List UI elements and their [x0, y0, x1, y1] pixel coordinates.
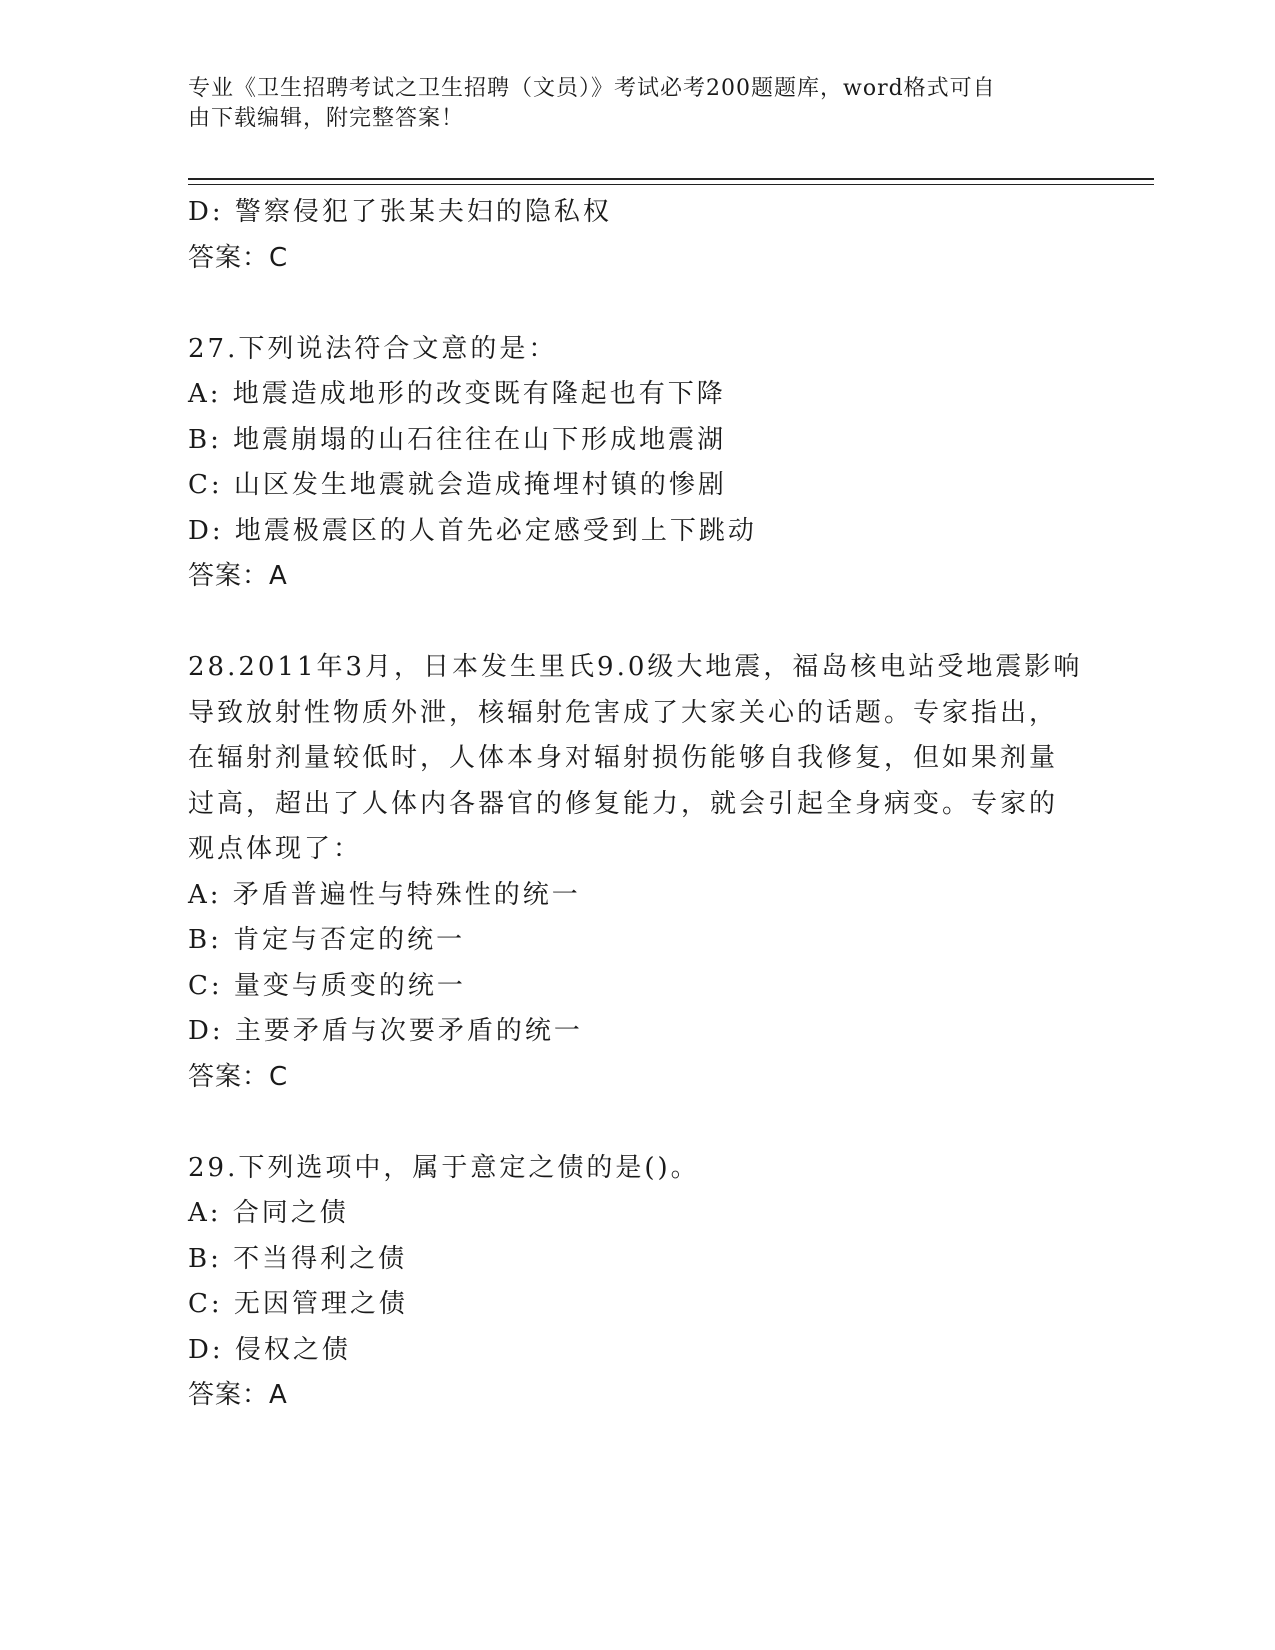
- spacer: [188, 600, 1088, 646]
- question-27-stem: 27.下列说法符合文意的是：: [188, 333, 558, 364]
- question-28-stem-line: 在辐射剂量较低时，人体本身对辐射损伤能够自我修复，但如果剂量: [188, 743, 1059, 773]
- question-28-option-a: A: 矛盾普遍性与特殊性的统一: [188, 879, 581, 910]
- question-29-option-d: D: 侵权之债: [188, 1334, 351, 1365]
- prev-answer: 答案：C: [188, 242, 289, 273]
- prev-option-d: D: 警察侵犯了张某夫妇的隐私权: [188, 197, 612, 227]
- question-28: [188, 645, 1088, 1100]
- question-content: [188, 190, 1088, 1419]
- question-29: [188, 1146, 1088, 1419]
- question-28-option-b: B: 肯定与否定的统一: [188, 925, 466, 955]
- question-27-option-c: C: 山区发生地震就会造成掩埋村镇的惨剧: [188, 470, 727, 500]
- spacer: [188, 1100, 1088, 1146]
- question-27-option-a: A: 地震造成地形的改变既有隆起也有下降: [188, 379, 726, 409]
- spacer: [188, 281, 1088, 327]
- header-rule-thin: [188, 184, 1154, 185]
- question-27-answer: 答案：A: [188, 561, 288, 591]
- header-rule-thick: [188, 178, 1154, 180]
- question-29-option-b: B: 不当得利之债: [188, 1243, 408, 1274]
- header-line-2: 由下载编辑，附完整答案！: [188, 106, 465, 131]
- question-28-stem-line: 导致放射性物质外泄，核辐射危害成了大家关心的话题。专家指出，: [188, 697, 1059, 728]
- question-28-option-c: C: 量变与质变的统一: [188, 970, 466, 1001]
- question-28-option-d: D: 主要矛盾与次要矛盾的统一: [188, 1016, 583, 1046]
- question-28-stem-line: 28.2011年3月，日本发生里氏9.0级大地震，福岛核电站受地震影响: [188, 652, 1083, 682]
- question-29-answer: 答案：A: [188, 1380, 288, 1410]
- header-line-1: 专业《卫生招聘考试之卫生招聘（文员）》考试必考200题题库，word格式可自: [188, 76, 996, 101]
- question-28-stem-line: 过高，超出了人体内各器官的修复能力，就会引起全身病变。专家的: [188, 788, 1059, 819]
- question-29-option-c: C: 无因管理之债: [188, 1289, 408, 1319]
- question-29-stem: 29.下列选项中，属于意定之债的是()。: [188, 1152, 700, 1183]
- question-27: [188, 327, 1088, 600]
- page-header: [188, 74, 1088, 134]
- question-27-option-b: B: 地震崩塌的山石往往在山下形成地震湖: [188, 424, 727, 455]
- question-29-option-a: A: 合同之债: [188, 1198, 349, 1228]
- question-28-answer: 答案：C: [188, 1061, 289, 1092]
- question-27-option-d: D: 地震极震区的人首先必定感受到上下跳动: [188, 515, 757, 546]
- question-28-stem-line: 观点体现了：: [188, 834, 363, 864]
